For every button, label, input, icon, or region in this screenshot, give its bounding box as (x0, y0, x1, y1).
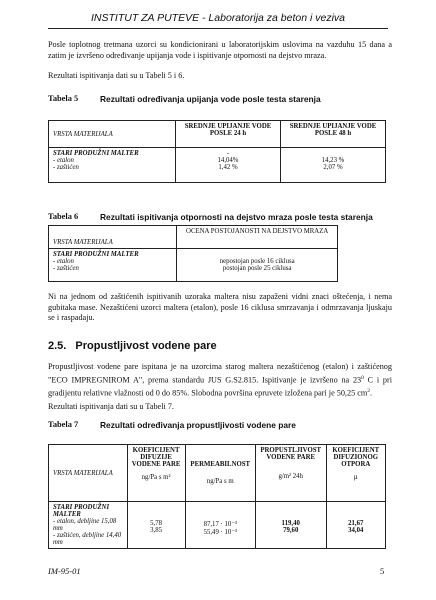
table7-row2-label: - zaštićen, debljine 14,40 mm (53, 532, 122, 546)
table7-row1-label: - etalon, debljine 15,08 mm (53, 518, 117, 532)
table7-perm-title: PERMEABILNOST (190, 461, 251, 468)
table7-caption-text: Rezultati određivanja propustljivosti vodene pare (100, 420, 296, 430)
table5-col-48 (281, 148, 386, 183)
table7-perm-unit: ng/Pa s m (206, 478, 234, 485)
table7-header-res (326, 445, 386, 502)
table6-header-score: OCENA POSTOJANOSTI NA DEJSTVO MRAZA (177, 226, 338, 249)
table7-row2-coef: 3,85 (150, 527, 163, 534)
table5-row2-label: - zaštićen (53, 164, 79, 171)
table5-caption-number: Tabela 5 (48, 94, 79, 103)
section-heading (48, 340, 217, 352)
table7-caption (48, 420, 392, 430)
table5-header-material: VRSTA MATERIJALA (49, 121, 176, 148)
table5-dash: - (226, 150, 230, 157)
table7-header-perm (185, 445, 255, 502)
paragraph-5: Rezultati ispitivanja dati su u Tabeli 7. (48, 402, 174, 411)
table7-header-coef (127, 445, 185, 502)
table6-col-score (177, 249, 338, 282)
table7-row2-prop: 79,60 (283, 527, 299, 534)
table6-group-label: STARI PRODUŽNI MALTER (53, 251, 139, 258)
footer-page-number: 5 (380, 566, 385, 576)
section-title: Propustljivost vodene pare (75, 340, 217, 352)
table7 (48, 444, 386, 549)
table7-prop-title: PROPUSTLJIVOST VODENE PARE (260, 447, 322, 461)
paragraph-3: Ni na jednom od zaštićenih ispitivanih uzoraka maltera nisu zapaženi vidni znaci oštećenja, i nema gubitaka mase. Nezaštićeni uzorci maltera (etalon), posle 16 ciklusa smrzavanja i odmrzavanja ljuskaju se i raspadaju. (48, 292, 392, 322)
table7-res-unit: µ (353, 474, 358, 481)
table7-row1-prop: 119,40 (281, 520, 300, 527)
table5-row1-label: - etalon (53, 157, 74, 164)
table7-group-label-1: STARI PRODUŽNI (53, 504, 110, 511)
table7-header-material: VRSTA MATERIJALA (49, 445, 128, 502)
table6-row-labels (49, 249, 177, 282)
table5-header-24h: SREDNJE UPIJANJE VODE POSLE 24 h (176, 121, 281, 148)
table7-caption-number: Tabela 7 (48, 420, 79, 429)
table5-row1-48h: 14,23 % (321, 157, 345, 164)
table5-row-labels (49, 148, 176, 183)
footer-document-code: IM-95-01 (48, 566, 81, 576)
table7-coef-unit: ng/Pa s m² (141, 474, 171, 481)
paragraph-4 (48, 362, 392, 399)
table6-row2-label: - zaštićen (53, 265, 79, 272)
table7-header-prop (255, 445, 326, 502)
table6-header-material: VRSTA MATERIJALA (49, 226, 177, 249)
table7-row-labels (49, 502, 128, 549)
table7-row1-coef: 5,78 (150, 520, 163, 527)
table7-col-perm (185, 502, 255, 549)
table5-row2-24h: 1,42 % (218, 164, 238, 171)
table7-res-title: KOEFICIJENT DIFUZIONOG OTPORA (332, 447, 380, 468)
paragraph-4-part-b: C i pri gradijentu relativne vlažnosti od 0 do 85%. Slobodna površina epruvete izložena pari je 50,25 cm (48, 375, 392, 398)
area-superscript: 2 (367, 387, 370, 394)
table5-row2-48h: 2,07 % (323, 164, 343, 171)
table6-caption-number: Tabela 6 (48, 212, 79, 221)
table7-coef-title: KOEFICIJENT DIFUZIJE VODENE PARE (131, 447, 181, 468)
paragraph-1: Posle toplotnog tretmana uzorci su kondicionirani u laboratorijskim uslovima na vazduhu 15 dana a zatim je izvršeno određivanje upijanja vode i ispitivanje otpornosti na dejstvo mraza. (48, 40, 392, 60)
table7-row2-res: 34,04 (348, 527, 364, 534)
table6-caption-text: Rezultati ispitivanja otpornosti na dejstvo mraza posle testa starenja (100, 212, 373, 222)
table5-caption-text: Rezultati određivanja upijanja vode posle testa starenja (100, 94, 321, 104)
table7-col-coef (127, 502, 185, 549)
table7-row2-perm: 55,49 · 10⁻³ (203, 529, 237, 536)
paragraph-4-part-a: Propustljivost vodene pare ispitana je na uzorcima starog maltera nezaštićenog (etalon) i zaštićenog "ECO IMPREGNIROM A", prema standardu JUS G.S2.815. Ispitivanje je izvršeno na 23 (48, 362, 392, 385)
paragraph-2: Rezultati ispitivanja dati su u Tabeli 5 i 6. (48, 71, 185, 80)
table5 (48, 120, 386, 183)
table5-col-24 (176, 148, 281, 183)
table6-row1-label: - etalon (53, 258, 74, 265)
table7-row1-perm: 87,17 · 10⁻³ (203, 521, 237, 528)
table5-row1-24h: 14,04% (217, 157, 239, 164)
table6-row1-value: nepostojan posle 16 ciklusa (219, 258, 295, 265)
table5-caption (48, 94, 392, 104)
page-header: INSTITUT ZA PUTEVE - Laboratorija za beton i veziva (90, 12, 346, 24)
paragraph-4-part-c: . (369, 388, 373, 398)
section-number: 2.5. (48, 340, 67, 352)
table5-group-label: STARI PRODUŽNI MALTER (53, 150, 139, 157)
header-rule (48, 28, 388, 29)
table7-col-res (326, 502, 386, 549)
table7-group-label-2: MALTER (53, 511, 81, 518)
table6-caption (48, 212, 392, 222)
table6 (48, 225, 338, 282)
table6-row2-value: postojan posle 25 ciklusa (222, 265, 292, 272)
degree-superscript: 0 (361, 374, 364, 381)
table7-row1-res: 21,67 (348, 520, 364, 527)
table7-col-prop (255, 502, 326, 549)
table5-header-48h: SREDNJE UPIJANJE VODE POSLE 48 h (281, 121, 386, 148)
table7-prop-unit: g/m² 24h (278, 473, 303, 480)
